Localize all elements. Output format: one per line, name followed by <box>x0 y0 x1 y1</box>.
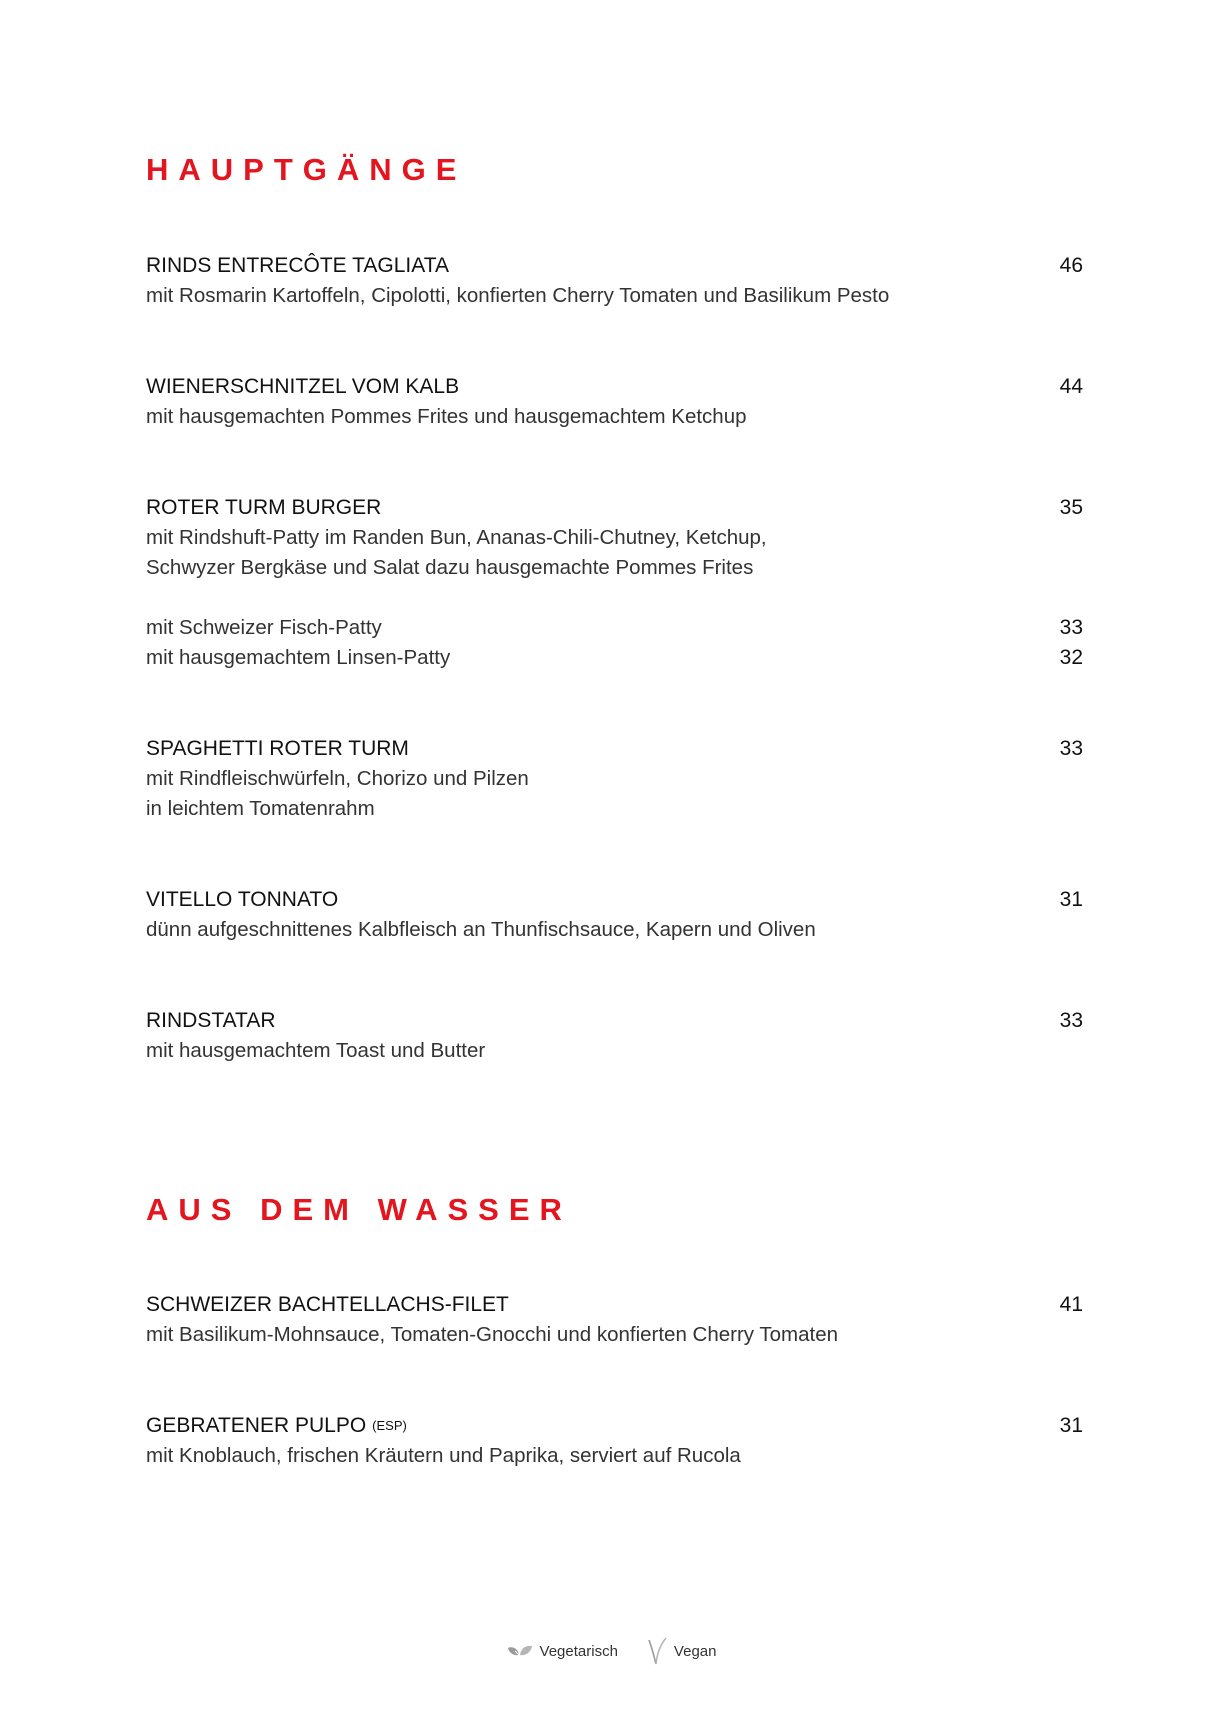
dish-name: WIENERSCHNITZEL VOM KALB <box>146 375 460 398</box>
dish-price: 33 <box>1059 737 1083 760</box>
dish-name-text: GEBRATENER PULPO <box>146 1414 367 1437</box>
legend-vegan-label: Vegan <box>673 1642 717 1660</box>
menu-item <box>146 885 1083 945</box>
dish-name: ROTER TURM BURGER <box>146 496 382 519</box>
menu-item <box>146 1290 1083 1350</box>
dish-description: mit hausgemachten Pommes Frites und hausgemachtem Ketchup <box>146 405 747 428</box>
menu-item <box>146 734 1083 824</box>
dish-description: mit Rindshuft-Patty im Randen Bun, Ananas-Chili-Chutney, Ketchup, <box>146 526 767 549</box>
legend-vegetarian-label: Vegetarisch <box>539 1642 618 1660</box>
menu-item <box>146 1411 1083 1471</box>
dish-price: 33 <box>1059 1009 1083 1032</box>
dish-variant <box>146 643 1083 673</box>
dish-description: Schwyzer Bergkäse und Salat dazu hausgemachte Pommes Frites <box>146 556 754 579</box>
section-title-aus-dem-wasser: AUS DEM WASSER <box>146 1192 572 1227</box>
dish-price: 46 <box>1059 254 1083 277</box>
origin-tag: (ESP) <box>372 1418 407 1433</box>
legend-vegetarian <box>506 1642 618 1660</box>
dish-name: RINDSTATAR <box>146 1009 276 1032</box>
dish-name: RINDS ENTRECÔTE TAGLIATA <box>146 254 449 277</box>
dish-variant <box>146 613 1083 643</box>
dish-description: mit Rosmarin Kartoffeln, Cipolotti, konfierten Cherry Tomaten und Basilikum Pesto <box>146 284 890 307</box>
diet-legend <box>0 1636 1222 1666</box>
leaves-icon <box>506 1642 534 1660</box>
v-sprout-icon <box>646 1636 668 1666</box>
variant-price: 33 <box>1059 616 1083 639</box>
dish-description: in leichtem Tomatenrahm <box>146 797 375 820</box>
dish-price: 44 <box>1059 375 1083 398</box>
menu-item <box>146 251 1083 311</box>
dish-name: SPAGHETTI ROTER TURM <box>146 737 409 760</box>
menu-item <box>146 1006 1083 1066</box>
dish-price: 35 <box>1059 496 1083 519</box>
legend-vegan <box>646 1636 717 1666</box>
menu-item <box>146 493 1083 673</box>
dish-price: 31 <box>1059 1414 1083 1437</box>
dish-name: VITELLO TONNATO <box>146 888 339 911</box>
dish-name: SCHWEIZER BACHTELLACHS-FILET <box>146 1293 509 1316</box>
dish-description: mit Basilikum-Mohnsauce, Tomaten-Gnocchi und konfierten Cherry Tomaten <box>146 1323 839 1346</box>
dish-price: 41 <box>1059 1293 1083 1316</box>
dish-description: mit Rindfleischwürfeln, Chorizo und Pilzen <box>146 767 529 790</box>
dish-price: 31 <box>1059 888 1083 911</box>
section-title-hauptgaenge: HAUPTGÄNGE <box>146 152 467 187</box>
variant-label: mit Schweizer Fisch-Patty <box>146 616 382 639</box>
menu-item <box>146 372 1083 432</box>
dish-description: dünn aufgeschnittenes Kalbfleisch an Thunfischsauce, Kapern und Oliven <box>146 918 816 941</box>
dish-description: mit Knoblauch, frischen Kräutern und Paprika, serviert auf Rucola <box>146 1444 741 1467</box>
dish-description: mit hausgemachtem Toast und Butter <box>146 1039 486 1062</box>
variant-label: mit hausgemachtem Linsen-Patty <box>146 646 451 669</box>
variant-price: 32 <box>1059 646 1083 669</box>
dish-name <box>146 1411 407 1441</box>
